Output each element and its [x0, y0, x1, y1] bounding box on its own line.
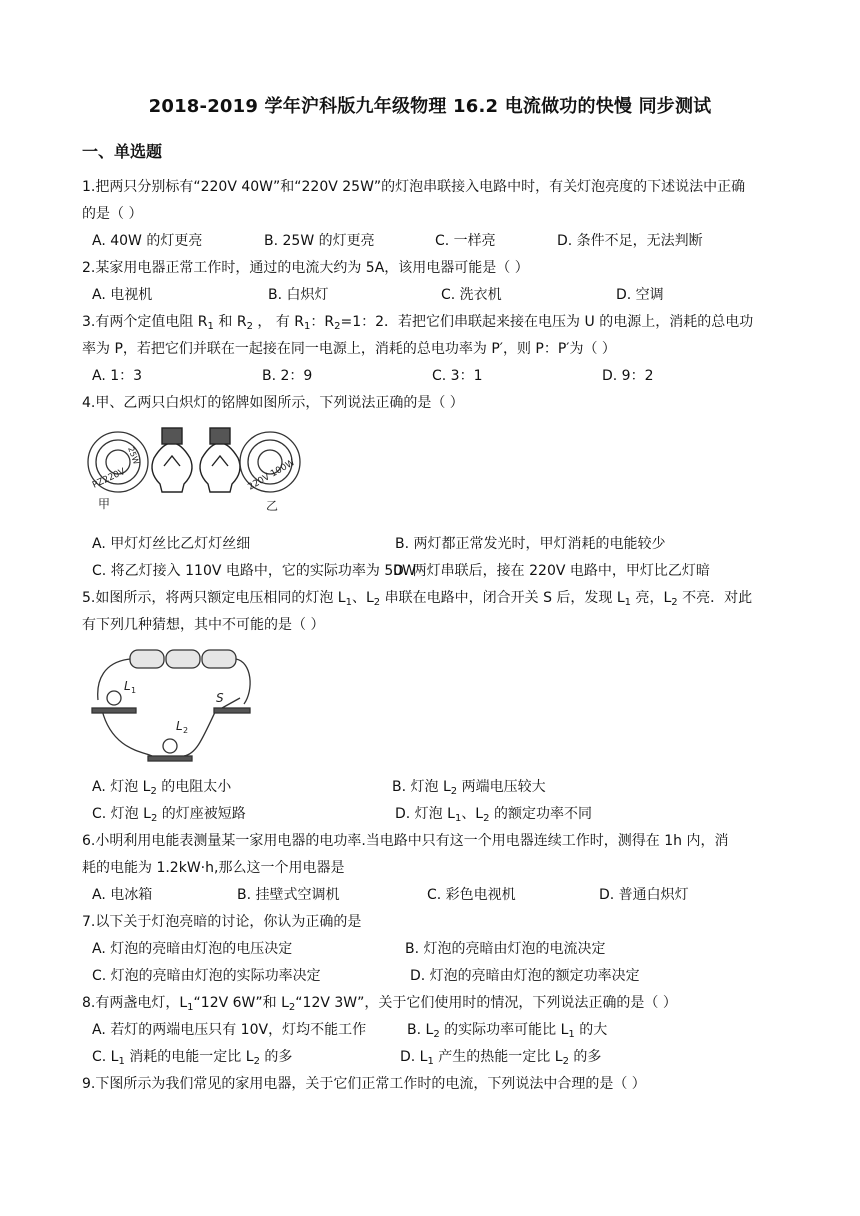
q7-option-c[interactable]: C. 灯泡的亮暗由灯泡的实际功率决定	[92, 968, 321, 984]
question-3-text-cont: 率为 P，若把它们并联在一起接在同一电源上，消耗的总电功率为 P′，则 P：P′为（ ）	[82, 341, 616, 357]
q1-option-b[interactable]: B. 25W 的灯更亮	[264, 233, 375, 249]
page-title: 2018-2019 学年沪科版九年级物理 16.2 电流做功的快慢 同步测试	[148, 96, 712, 117]
right-plate-text: 220V 100W	[246, 457, 297, 493]
q5-option-a[interactable]: A. 灯泡 $L_2$ 的电阻太小	[92, 779, 232, 797]
q1-option-a[interactable]: A. 40W 的灯更亮	[92, 233, 203, 249]
q2-option-a[interactable]: A. 电视机	[92, 287, 153, 303]
svg-text:2: 2	[183, 726, 189, 735]
q5-option-b[interactable]: B. 灯泡 $L_2$ 两端电压较大	[392, 779, 546, 797]
q6-option-a[interactable]: A. 电冰箱	[92, 887, 153, 903]
q4-option-a[interactable]: A. 甲灯灯丝比乙灯灯丝细	[92, 536, 251, 552]
q5-option-d[interactable]: D. 灯泡 $L_1$、$L_2$ 的额定功率不同	[395, 806, 592, 824]
question-6-text: 6.小明利用电能表测量某一家用电器的电功率.当电路中只有这一个用电器连续工作时，测得在 1h 内，消	[82, 833, 729, 849]
label-s: S	[216, 691, 224, 705]
question-3-text: 3.有两个定值电阻 $R_1$ 和 $R_2$ ， 有 $R_1$：$R_2=1$：2．若把它们串联起来接在电压为 U 的电源上，消耗的总电功	[82, 314, 754, 332]
svg-text:1: 1	[131, 686, 137, 695]
label-jia: 甲	[98, 497, 111, 511]
label-l1: L	[124, 679, 131, 693]
q1-option-d[interactable]: D. 条件不足，无法判断	[557, 233, 703, 249]
bulb-nameplate-figure	[84, 418, 304, 514]
q1-option-c[interactable]: C. 一样亮	[435, 233, 496, 249]
q3-option-c[interactable]: C. 3：1	[432, 368, 483, 384]
q3-option-a[interactable]: A. 1：3	[92, 368, 143, 384]
question-5-text: 5.如图所示，将两只额定电压相同的灯泡 $L_1$、$L_2$ 串联在电路中，闭合开关 S 后，发现 $L_1$ 亮，$L_2$ 不亮．对此	[82, 590, 753, 608]
q3-option-b[interactable]: B. 2：9	[262, 368, 313, 384]
question-1-text-cont: 的是（ ）	[82, 206, 143, 222]
label-l2: L	[176, 719, 183, 733]
q7-option-b[interactable]: B. 灯泡的亮暗由灯泡的电流决定	[405, 941, 606, 957]
question-2-text: 2.某家用电器正常工作时，通过的电流大约为 5A，该用电器可能是（ ）	[82, 260, 529, 276]
q6-option-c[interactable]: C. 彩色电视机	[427, 887, 516, 903]
q8-option-d[interactable]: D. $L_1$ 产生的热能一定比 $L_2$ 的多	[400, 1049, 602, 1067]
q8-option-c[interactable]: C. $L_1$ 消耗的电能一定比 $L_2$ 的多	[92, 1049, 293, 1067]
series-circuit-figure	[84, 640, 254, 768]
left-plate-text: PZ220V	[91, 466, 127, 491]
q6-option-b[interactable]: B. 挂壁式空调机	[237, 887, 340, 903]
battery-pack-icon	[130, 650, 236, 668]
question-7-text: 7.以下关于灯泡亮暗的讨论，你认为正确的是	[82, 914, 362, 930]
question-1-text: 1.把两只分别标有“220V 40W”和“220V 25W”的灯泡串联接入电路中时，有关灯泡亮度的下述说法中正确	[82, 179, 746, 195]
question-4-text: 4.甲、乙两只白炽灯的铭牌如图所示，下列说法正确的是（ ）	[82, 395, 464, 411]
q4-option-d[interactable]: D. 两灯串联后，接在 220V 电路中，甲灯比乙灯暗	[393, 563, 710, 579]
right-bulb-icon	[200, 428, 240, 492]
question-6-text-cont: 耗的电能为 1.2kW·h,那么这一个用电器是	[82, 860, 345, 876]
left-plate-wattage: 25W	[126, 445, 141, 466]
q2-option-b[interactable]: B. 白炽灯	[268, 287, 329, 303]
question-8-text: 8.有两盏电灯，$L_1“12V$ 6W”和 $L_2“12V$ 3W”，关于它们使用时的情况，下列说法正确的是（ ）	[82, 995, 677, 1013]
question-9-text: 9.下图所示为我们常见的家用电器，关于它们正常工作时的电流，下列说法中合理的是（ ）	[82, 1076, 646, 1092]
q7-option-d[interactable]: D. 灯泡的亮暗由灯泡的额定功率决定	[410, 968, 640, 984]
lamp-l2-icon	[148, 739, 192, 761]
q6-option-d[interactable]: D. 普通白炽灯	[599, 887, 689, 903]
q8-option-b[interactable]: B. $L_2$ 的实际功率可能比 $L_1$ 的大	[407, 1022, 608, 1040]
section-heading: 一、单选题	[82, 142, 163, 161]
label-yi: 乙	[266, 499, 279, 513]
q4-option-b[interactable]: B. 两灯都正常发光时，甲灯消耗的电能较少	[395, 536, 666, 552]
lamp-l1-icon	[92, 691, 136, 713]
q4-option-c[interactable]: C. 将乙灯接入 110V 电路中，它的实际功率为 50W	[92, 563, 416, 579]
question-5-text-cont: 有下列几种猜想，其中不可能的是（ ）	[82, 617, 325, 633]
q5-option-c[interactable]: C. 灯泡 $L_2$ 的灯座被短路	[92, 806, 246, 824]
q7-option-a[interactable]: A. 灯泡的亮暗由灯泡的电压决定	[92, 941, 293, 957]
q8-option-a[interactable]: A. 若灯的两端电压只有 10V，灯均不能工作	[92, 1022, 367, 1038]
left-bulb-icon	[152, 428, 192, 492]
q2-option-c[interactable]: C. 洗衣机	[441, 287, 502, 303]
q2-option-d[interactable]: D. 空调	[616, 287, 664, 303]
q3-option-d[interactable]: D. 9：2	[602, 368, 654, 384]
